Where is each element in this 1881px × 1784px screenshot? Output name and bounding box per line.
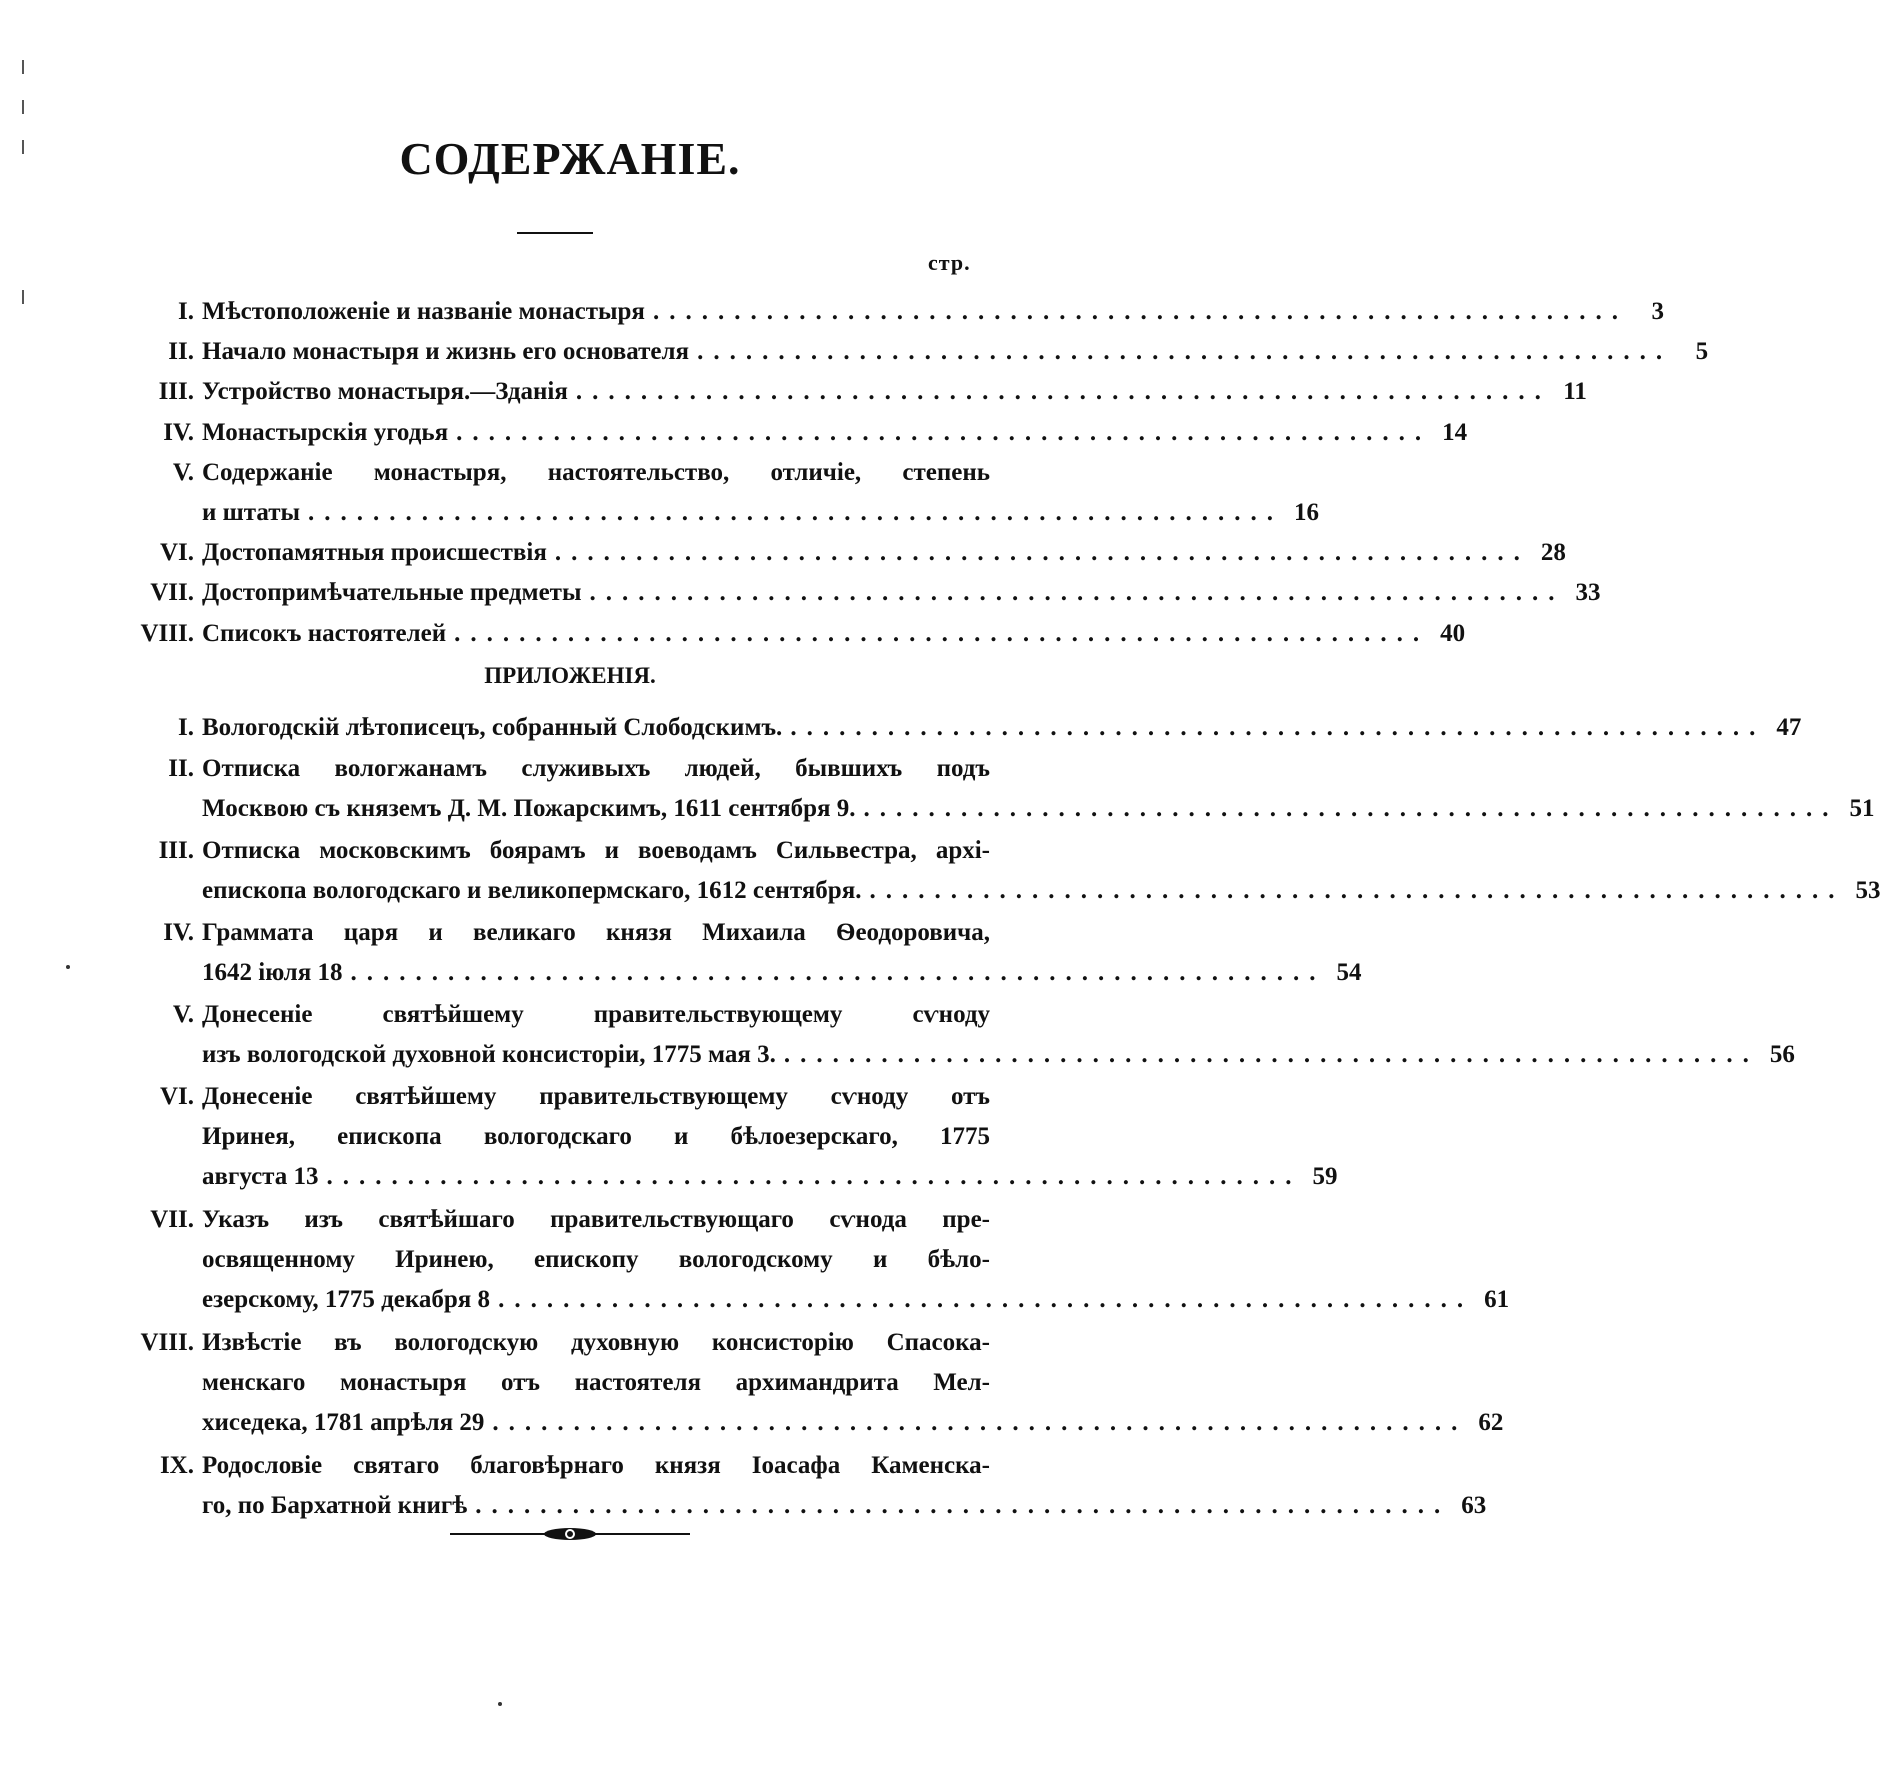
page-number: 61	[1484, 1286, 1510, 1313]
entry-number: II.	[168, 338, 194, 366]
toc-entry	[90, 372, 1587, 412]
edge-mark	[22, 60, 24, 74]
toc-line	[90, 413, 1468, 453]
toc-line	[90, 995, 990, 1035]
leader-dots: ............................................................	[652, 298, 1628, 325]
entry-number: IV.	[163, 418, 194, 446]
entry-number: III.	[158, 837, 194, 864]
toc-line	[90, 749, 990, 789]
page-number: 47	[1776, 714, 1802, 741]
entry-title: Достопримѣчательные предметы	[202, 579, 582, 607]
entry-number: VI.	[159, 1083, 194, 1110]
toc-line	[90, 453, 990, 493]
entry-title: изъ вологодской духовной консисторіи, 1775 мая 3.	[202, 1041, 776, 1068]
toc-line	[90, 871, 1881, 911]
entry-title: го, по Бархатной книгѣ	[202, 1492, 468, 1519]
edge-mark	[22, 290, 24, 304]
entry-title: Монастырскія угодья	[202, 418, 449, 446]
edge-mark	[22, 100, 24, 114]
entry-title: Извѣстіе въ вологодскую духовную консисторію Спасока-	[202, 1329, 990, 1356]
entry-title: Списокъ настоятелей	[202, 619, 447, 647]
leader-dots: ............................................................	[589, 579, 1565, 607]
leader-dots: ............................................................	[863, 795, 1839, 822]
toc-line	[90, 1323, 990, 1363]
toc-line	[90, 831, 990, 871]
page-number: 33	[1575, 579, 1601, 607]
page-number: 28	[1540, 539, 1566, 567]
leader-dots: ............................................................	[308, 498, 1283, 526]
toc-line	[90, 1157, 1338, 1197]
toc-entry	[90, 1077, 1338, 1197]
entry-title: 1642 іюля 18	[202, 959, 343, 986]
toc-entry	[90, 573, 1601, 613]
appendix-heading: ПРИЛОЖЕНІЯ.	[484, 663, 656, 688]
entry-title: менскаго монастыря отъ настоятеля архимандрита Мел-	[202, 1369, 990, 1396]
entry-number: VII.	[150, 1206, 194, 1233]
entry-number: VIII.	[140, 1329, 194, 1356]
toc-line	[90, 1280, 1510, 1320]
page-number: 54	[1336, 959, 1362, 986]
page-number: 16	[1294, 498, 1319, 526]
toc-line	[90, 533, 1566, 573]
page-number: 62	[1478, 1409, 1504, 1436]
entry-title: Отписка московскимъ боярамъ и воеводамъ Сильвестра, архі-	[202, 837, 990, 864]
toc-line	[90, 614, 1466, 654]
entry-title: и штаты	[202, 498, 300, 526]
entry-title: Вологодскій лѣтописецъ, собранный Слободскимъ.	[202, 714, 783, 741]
page-number: 40	[1440, 619, 1466, 647]
toc-entry	[90, 614, 1466, 654]
page-number: 63	[1461, 1492, 1487, 1519]
page-number: 5	[1695, 338, 1709, 366]
toc-line	[90, 573, 1601, 613]
toc-entry	[90, 913, 1362, 993]
entry-title: Указъ изъ святѣйшаго правительствующаго сѵнода пре-	[202, 1206, 990, 1233]
toc-line	[90, 1363, 990, 1403]
page-number: 14	[1442, 418, 1468, 446]
entry-title: Граммата царя и великаго князя Михаила Ѳеодоровича,	[202, 919, 990, 946]
page-title: СОДЕРЖАНІЕ.	[399, 133, 741, 184]
page-number: 11	[1563, 378, 1587, 406]
toc-line	[90, 1240, 990, 1280]
toc-line	[90, 372, 1587, 412]
toc-entry	[90, 453, 1319, 533]
entry-number: II.	[168, 755, 194, 782]
leader-dots: ............................................................	[790, 714, 1766, 741]
page-number: 59	[1312, 1163, 1338, 1190]
entry-number: V.	[172, 1001, 194, 1028]
toc-line	[90, 1035, 1795, 1075]
print-speck	[498, 1702, 502, 1706]
entry-title: Иринея, епископа вологодскаго и бѣлоезерскаго, 1775	[202, 1123, 990, 1150]
toc-line	[90, 292, 1664, 332]
toc-entry	[90, 749, 1875, 829]
toc-entry	[90, 995, 1795, 1075]
toc-entry	[90, 1446, 1487, 1526]
title-rule	[517, 232, 593, 234]
entry-number: I.	[178, 714, 194, 741]
leader-dots: ............................................................	[475, 1492, 1451, 1519]
toc-line	[90, 332, 1709, 372]
entry-title: Устройство монастыря.—Зданія	[202, 378, 568, 406]
toc-entry	[90, 831, 1881, 911]
leader-dots: ............................................................	[498, 1286, 1474, 1313]
leader-dots: ............................................................	[783, 1041, 1759, 1068]
entry-title: Донесеніе святѣйшему правительствующему сѵноду	[202, 1001, 990, 1028]
entry-title: августа 13	[202, 1163, 319, 1190]
leader-dots: ............................................................	[454, 619, 1430, 647]
toc-line	[90, 1446, 990, 1486]
leader-dots: ............................................................	[350, 959, 1326, 986]
toc-line	[90, 1077, 990, 1117]
page-number: 56	[1769, 1041, 1795, 1068]
toc-entry	[90, 708, 1802, 748]
entry-number: III.	[158, 378, 194, 406]
toc-entry	[90, 332, 1709, 372]
entry-title: освященному Иринею, епископу вологодскому и бѣло-	[202, 1246, 990, 1273]
entry-title: езерскому, 1775 декабря 8	[202, 1286, 491, 1313]
toc-line	[90, 913, 990, 953]
entry-number: IX.	[159, 1452, 194, 1479]
page-column-label: стр.	[928, 250, 971, 275]
toc-line	[90, 789, 1875, 829]
leader-dots: ............................................................	[326, 1163, 1302, 1190]
leader-dots: ............................................................	[869, 877, 1845, 904]
page-number: 3	[1651, 298, 1664, 325]
entry-title: Достопамятныя происшествія	[202, 539, 547, 567]
entry-number: VI.	[159, 539, 194, 567]
entry-title: Москвою съ княземъ Д. М. Пожарскимъ, 1611 сентября 9.	[202, 795, 856, 822]
toc-entry	[90, 1200, 1510, 1320]
entry-number: I.	[178, 298, 194, 325]
toc-line	[90, 1403, 1504, 1443]
toc-entry	[90, 533, 1566, 573]
entry-title: Родословіе святаго благовѣрнаго князя Іоасафа Каменска-	[202, 1452, 990, 1479]
entry-title: хиседека, 1781 апрѣля 29	[202, 1409, 485, 1436]
toc-line	[90, 953, 1362, 993]
entry-number: VII.	[150, 579, 194, 607]
toc-entry	[90, 1323, 1504, 1443]
toc-line	[90, 1200, 990, 1240]
leader-dots: ............................................................	[575, 378, 1551, 406]
edge-mark	[22, 140, 24, 154]
entry-number: IV.	[163, 919, 194, 946]
entry-number: VIII.	[140, 619, 194, 647]
entry-title: Содержаніе монастыря, настоятельство, отличіе, степень	[202, 458, 990, 486]
page-number: 53	[1855, 877, 1881, 904]
entry-number: V.	[172, 458, 194, 486]
entry-title: Отписка вологжанамъ служивыхъ людей, бывшихъ подъ	[202, 755, 990, 782]
toc-entry	[90, 292, 1664, 332]
leader-dots: ............................................................	[554, 539, 1530, 567]
entry-title: Донесеніе святѣйшему правительствующему сѵноду отъ	[202, 1083, 990, 1110]
toc-line	[90, 1117, 990, 1157]
print-speck	[66, 965, 70, 969]
page-number: 51	[1849, 795, 1875, 822]
toc-entry	[90, 413, 1468, 453]
leader-dots: ............................................................	[492, 1409, 1468, 1436]
leader-dots: ............................................................	[697, 338, 1673, 366]
toc-line	[90, 493, 1319, 533]
leader-dots: ............................................................	[456, 418, 1432, 446]
closing-ornament	[450, 1526, 690, 1542]
entry-title: епископа вологодскаго и великопермскаго, 1612 сентября.	[202, 877, 862, 904]
entry-title: Мѣстоположеніе и названіе монастыря	[202, 298, 645, 325]
toc-line	[90, 708, 1802, 748]
entry-title: Начало монастыря и жизнь его основателя	[202, 338, 690, 366]
toc-line	[90, 1486, 1487, 1526]
